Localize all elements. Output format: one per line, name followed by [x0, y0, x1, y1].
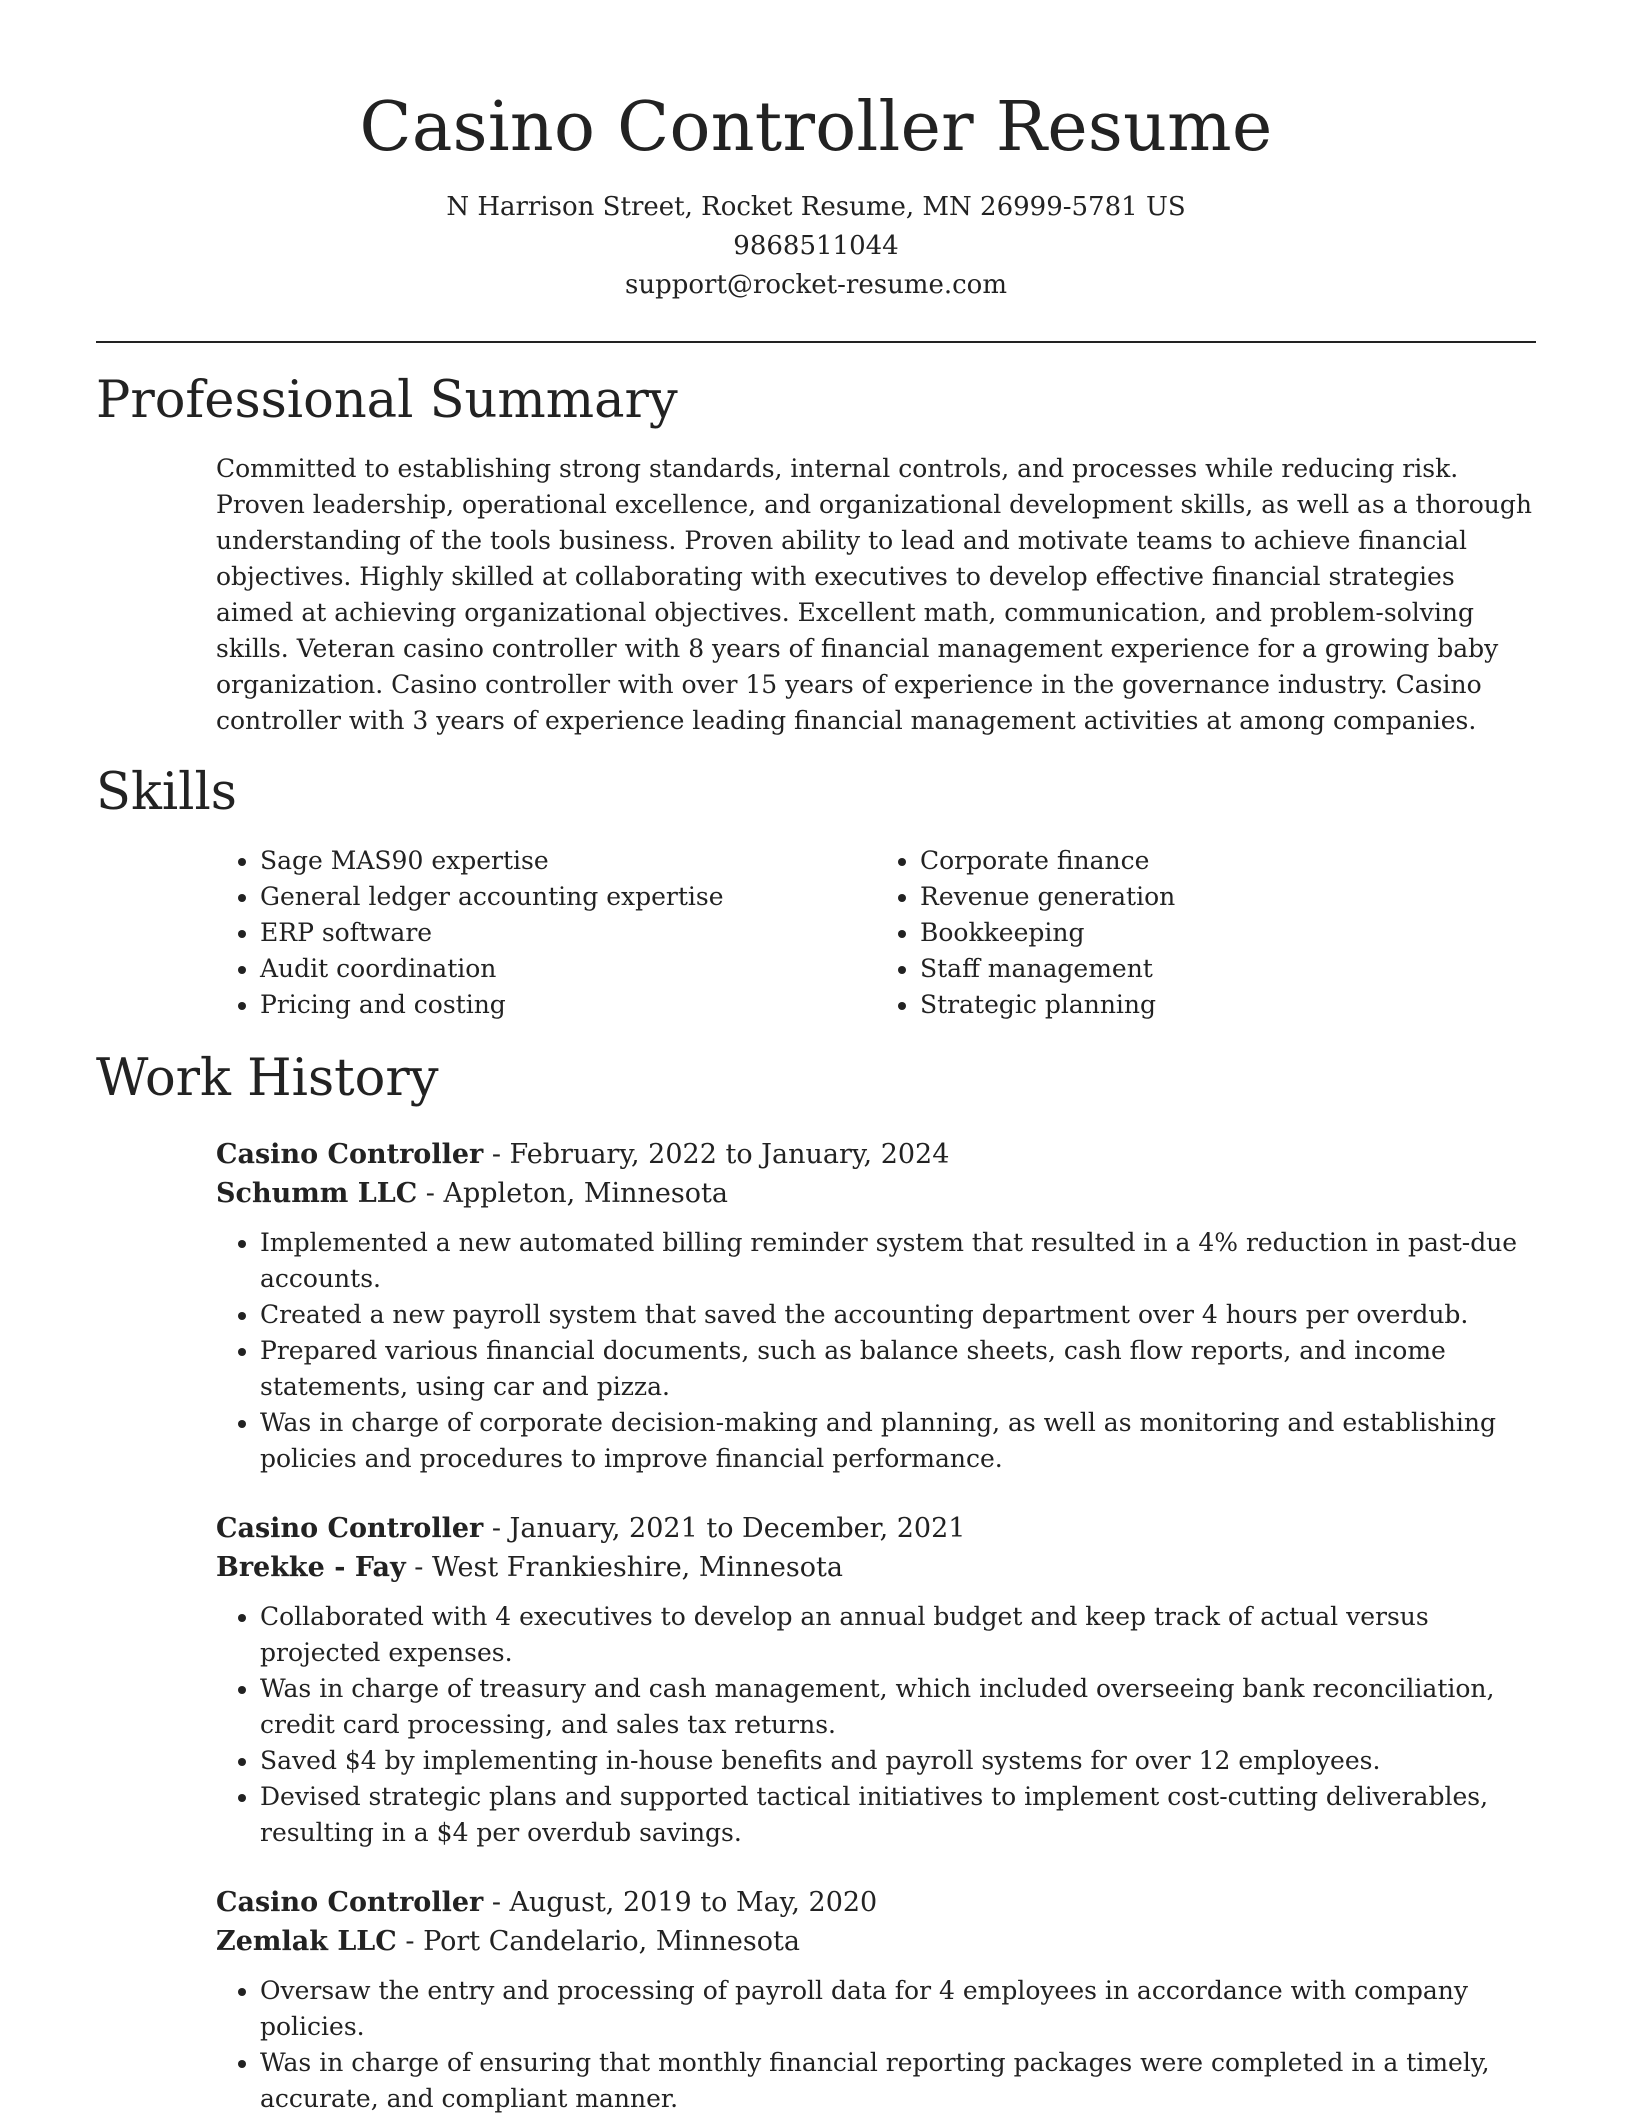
job-dates: - February, 2022 to January, 2024: [483, 1139, 950, 1170]
contact-block: [96, 188, 1536, 305]
job-title-line: [216, 1135, 1536, 1174]
job-company: Brekke - Fay: [216, 1552, 406, 1583]
job-role: Casino Controller: [216, 1139, 484, 1170]
job-bullet-list: [216, 1973, 1536, 2117]
contact-address: N Harrison Street, Rocket Resume, MN 26999-5781 US: [446, 192, 1186, 222]
skill-item: • Pricing and costing: [260, 987, 876, 1023]
job-company: Schumm LLC: [216, 1178, 418, 1209]
job-title-line: [216, 1883, 1536, 1922]
resume-header: [96, 0, 1536, 305]
job-company: Zemlak LLC: [216, 1926, 397, 1957]
summary-text: Committed to establishing strong standards, internal controls, and processes while reducing risk. Proven leadership, operational excellence, and organizational development skills, as well as a thorough understanding of the tools business. Proven ability to lead and motivate teams to achieve financial objectives. Highly skilled at collaborating with executives to develop effective financial strategies aimed at achieving organizational objectives. Excellent math, communication, and problem-solving skills. Veteran casino controller with 8 years of financial management experience for a growing baby organization. Casino controller with over 15 years of experience in the governance industry. Casino controller with 3 years of experience leading financial management activities at among companies.: [216, 454, 1532, 735]
job-bullet: • Was in charge of ensuring that monthly financial reporting packages were completed in a timely, accurate, and compliant manner.: [260, 2045, 1536, 2117]
work-history-heading: Work History: [96, 1049, 439, 1108]
header-divider: [96, 341, 1536, 343]
skill-item: • Strategic planning: [920, 987, 1536, 1023]
job-bullet: • Devised strategic plans and supported tactical initiatives to implement cost-cutting deliverables, resulting in a $4 per overdub savings.: [260, 1779, 1536, 1851]
job-bullet: • Created a new payroll system that saved the accounting department over 4 hours per overdub.: [260, 1297, 1536, 1333]
job-entry: [216, 1135, 1536, 1477]
skills-grid: [216, 843, 1536, 1023]
job-company-line: [216, 1548, 1536, 1587]
job-company-line: [216, 1174, 1536, 1213]
resume-page: [96, 0, 1536, 2117]
job-role: Casino Controller: [216, 1513, 484, 1544]
skill-item: • General ledger accounting expertise: [260, 879, 876, 915]
skill-item: • Staff management: [920, 951, 1536, 987]
skill-item: • Revenue generation: [920, 879, 1536, 915]
contact-email: support@rocket-resume.com: [624, 270, 1007, 300]
skill-item: • ERP software: [260, 915, 876, 951]
job-bullet-list: [216, 1225, 1536, 1477]
job-location: - Port Candelario, Minnesota: [396, 1926, 800, 1957]
skill-item: • Sage MAS90 expertise: [260, 843, 876, 879]
job-bullet: • Implemented a new automated billing reminder system that resulted in a 4% reduction in past-due accounts.: [260, 1225, 1536, 1297]
job-bullet: • Saved $4 by implementing in-house benefits and payroll systems for over 12 employees.: [260, 1743, 1536, 1779]
job-dates: - January, 2021 to December, 2021: [483, 1513, 966, 1544]
job-entry: [216, 1509, 1536, 1851]
contact-phone: 9868511044: [733, 231, 899, 261]
skill-item: • Bookkeeping: [920, 915, 1536, 951]
job-title-line: [216, 1509, 1536, 1548]
job-bullet-list: [216, 1599, 1536, 1851]
job-location: - Appleton, Minnesota: [417, 1178, 728, 1209]
resume-title: Casino Controller Resume: [359, 88, 1273, 167]
job-bullet: • Oversaw the entry and processing of payroll data for 4 employees in accordance with company policies.: [260, 1973, 1536, 2045]
skills-heading: Skills: [96, 763, 237, 822]
job-role: Casino Controller: [216, 1887, 484, 1918]
skills-column-right: [876, 843, 1536, 1023]
job-entry: [216, 1883, 1536, 2117]
skill-item: • Corporate finance: [920, 843, 1536, 879]
summary-heading: Professional Summary: [96, 371, 678, 430]
job-bullet: • Was in charge of treasury and cash management, which included overseeing bank reconciliation, credit card processing, and sales tax returns.: [260, 1671, 1536, 1743]
skill-item: • Audit coordination: [260, 951, 876, 987]
job-bullet: • Prepared various financial documents, such as balance sheets, cash flow reports, and income statements, using car and pizza.: [260, 1333, 1536, 1405]
job-bullet: • Collaborated with 4 executives to develop an annual budget and keep track of actual versus projected expenses.: [260, 1599, 1536, 1671]
job-bullet: • Was in charge of corporate decision-making and planning, as well as monitoring and establishing policies and procedures to improve financial performance.: [260, 1405, 1536, 1477]
job-company-line: [216, 1922, 1536, 1961]
skills-column-left: [216, 843, 876, 1023]
job-location: - West Frankieshire, Minnesota: [405, 1552, 843, 1583]
job-dates: - August, 2019 to May, 2020: [483, 1887, 878, 1918]
